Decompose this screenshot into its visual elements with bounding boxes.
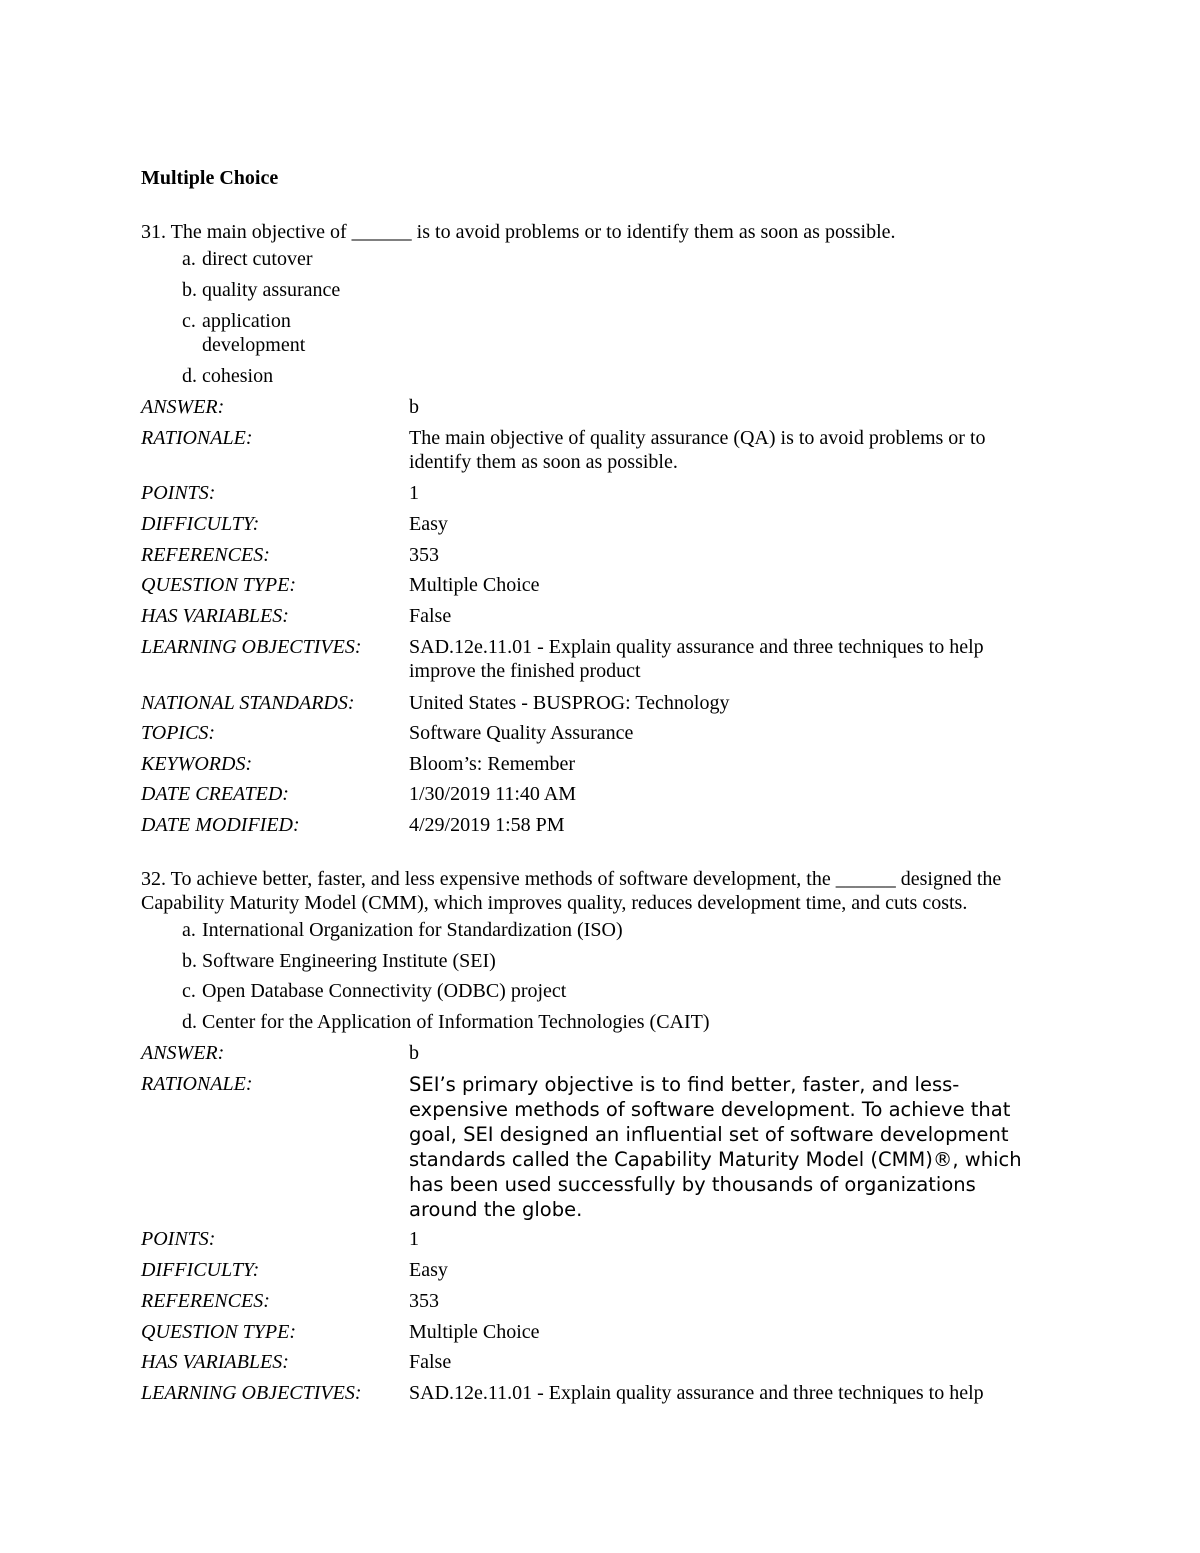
meta-value: SAD.12e.11.01 - Explain quality assurance and three techniques to help (409, 1382, 984, 1404)
meta-national-standards (141, 691, 1071, 721)
meta-has-variables (141, 604, 1071, 635)
meta-value: United States - BUSPROG: Technology (409, 692, 730, 714)
meta-difficulty (141, 1258, 1071, 1289)
meta-value: Bloom’s: Remember (409, 753, 576, 775)
question-stem: 32. To achieve better, faster, and less expensive methods of software development, the ______ designed the Capability Maturity Model (CMM), which improves quality, reduces development time, and cuts costs. (141, 868, 1002, 914)
question-metadata (141, 1041, 1071, 1412)
question-stem: 31. The main objective of ______ is to avoid problems or to identify them as soon as possible. (141, 221, 896, 243)
choice-text: Open Database Connectivity (ODBC) project (202, 980, 567, 1002)
choice-a (141, 247, 1071, 278)
meta-rationale (141, 1072, 1071, 1227)
meta-label: REFERENCES: (141, 1290, 270, 1312)
choice-text: cohesion (202, 365, 274, 387)
choice-letter: c. (182, 980, 196, 1002)
meta-keywords (141, 752, 1071, 782)
meta-label: RATIONALE: (141, 427, 253, 449)
meta-topics (141, 721, 1071, 752)
meta-label: DIFFICULTY: (141, 513, 260, 535)
meta-value: 1 (409, 482, 419, 504)
meta-learning-objectives (141, 1381, 1071, 1412)
choice-letter: a. (182, 919, 196, 941)
choice-text: quality assurance (202, 279, 341, 301)
choice-letter: d. (182, 1011, 197, 1033)
choice-c (141, 979, 1071, 1010)
choice-text: Center for the Application of Information Technologies (CAIT) (202, 1011, 710, 1033)
choice-list (141, 247, 1071, 395)
choice-text: application development (202, 310, 306, 356)
meta-rationale (141, 426, 1071, 481)
meta-value: Easy (409, 513, 448, 535)
meta-value: 353 (409, 1290, 439, 1312)
section-title: Multiple Choice (141, 167, 279, 189)
choice-letter: d. (182, 365, 197, 387)
choice-b (141, 949, 1071, 979)
meta-value: False (409, 605, 452, 627)
choice-text: Software Engineering Institute (SEI) (202, 950, 496, 972)
meta-value: 4/29/2019 1:58 PM (409, 814, 565, 836)
choice-text: International Organization for Standardization (ISO) (202, 919, 623, 941)
meta-label: REFERENCES: (141, 544, 270, 566)
meta-value: 1 (409, 1228, 419, 1250)
choice-letter: b. (182, 950, 197, 972)
meta-date-modified (141, 813, 1071, 844)
meta-value: SAD.12e.11.01 - Explain quality assurance and three techniques to help improve the finished product (409, 636, 984, 682)
choice-d (141, 1010, 1071, 1041)
meta-difficulty (141, 512, 1071, 543)
meta-value: SEI’s primary objective is to find better, faster, and less-expensive methods of software development. To achieve that goal, SEI designed an influential set of software development standards called the Capability Maturity Model (CMM)®, which has been used successfully by thousands of organizations around the globe. (409, 1073, 1022, 1221)
meta-value: b (409, 1042, 419, 1064)
choice-c (141, 309, 1071, 364)
choice-letter: b. (182, 279, 197, 301)
meta-label: KEYWORDS: (141, 753, 253, 775)
meta-label: POINTS: (141, 482, 216, 504)
meta-question-type (141, 1320, 1071, 1350)
meta-label: LEARNING OBJECTIVES: (141, 1382, 362, 1404)
question-32 (141, 867, 1071, 1412)
meta-answer (141, 395, 1071, 426)
meta-answer (141, 1041, 1071, 1072)
meta-label: LEARNING OBJECTIVES: (141, 636, 362, 658)
meta-label: HAS VARIABLES: (141, 1351, 289, 1373)
meta-label: TOPICS: (141, 722, 216, 744)
meta-label: DATE CREATED: (141, 783, 289, 805)
meta-label: POINTS: (141, 1228, 216, 1250)
meta-label: ANSWER: (141, 1042, 225, 1064)
choice-a (141, 918, 1071, 949)
meta-label: ANSWER: (141, 396, 225, 418)
meta-value: Easy (409, 1259, 448, 1281)
choice-list (141, 918, 1071, 1041)
meta-question-type (141, 573, 1071, 604)
meta-learning-objectives (141, 635, 1071, 691)
meta-label: QUESTION TYPE: (141, 1321, 297, 1343)
choice-d (141, 364, 1071, 395)
question-metadata (141, 395, 1071, 844)
choice-text: direct cutover (202, 248, 313, 270)
meta-value: Multiple Choice (409, 1321, 540, 1343)
meta-label: RATIONALE: (141, 1073, 253, 1095)
meta-references (141, 543, 1071, 573)
meta-label: QUESTION TYPE: (141, 574, 297, 596)
choice-b (141, 278, 1071, 309)
meta-value: b (409, 396, 419, 418)
meta-label: DIFFICULTY: (141, 1259, 260, 1281)
meta-value: 353 (409, 544, 439, 566)
meta-value: False (409, 1351, 452, 1373)
meta-points (141, 1227, 1071, 1258)
meta-value: Software Quality Assurance (409, 722, 634, 744)
meta-value: 1/30/2019 11:40 AM (409, 783, 577, 805)
meta-points (141, 481, 1071, 512)
choice-letter: a. (182, 248, 196, 270)
question-31 (141, 220, 1071, 844)
meta-label: DATE MODIFIED: (141, 814, 300, 836)
choice-letter: c. (182, 310, 196, 332)
meta-date-created (141, 782, 1071, 813)
meta-label: HAS VARIABLES: (141, 605, 289, 627)
meta-value: Multiple Choice (409, 574, 540, 596)
meta-label: NATIONAL STANDARDS: (141, 692, 355, 714)
meta-references (141, 1289, 1071, 1320)
meta-has-variables (141, 1350, 1071, 1381)
meta-value: The main objective of quality assurance (QA) is to avoid problems or to identify them as soon as possible. (409, 427, 986, 473)
